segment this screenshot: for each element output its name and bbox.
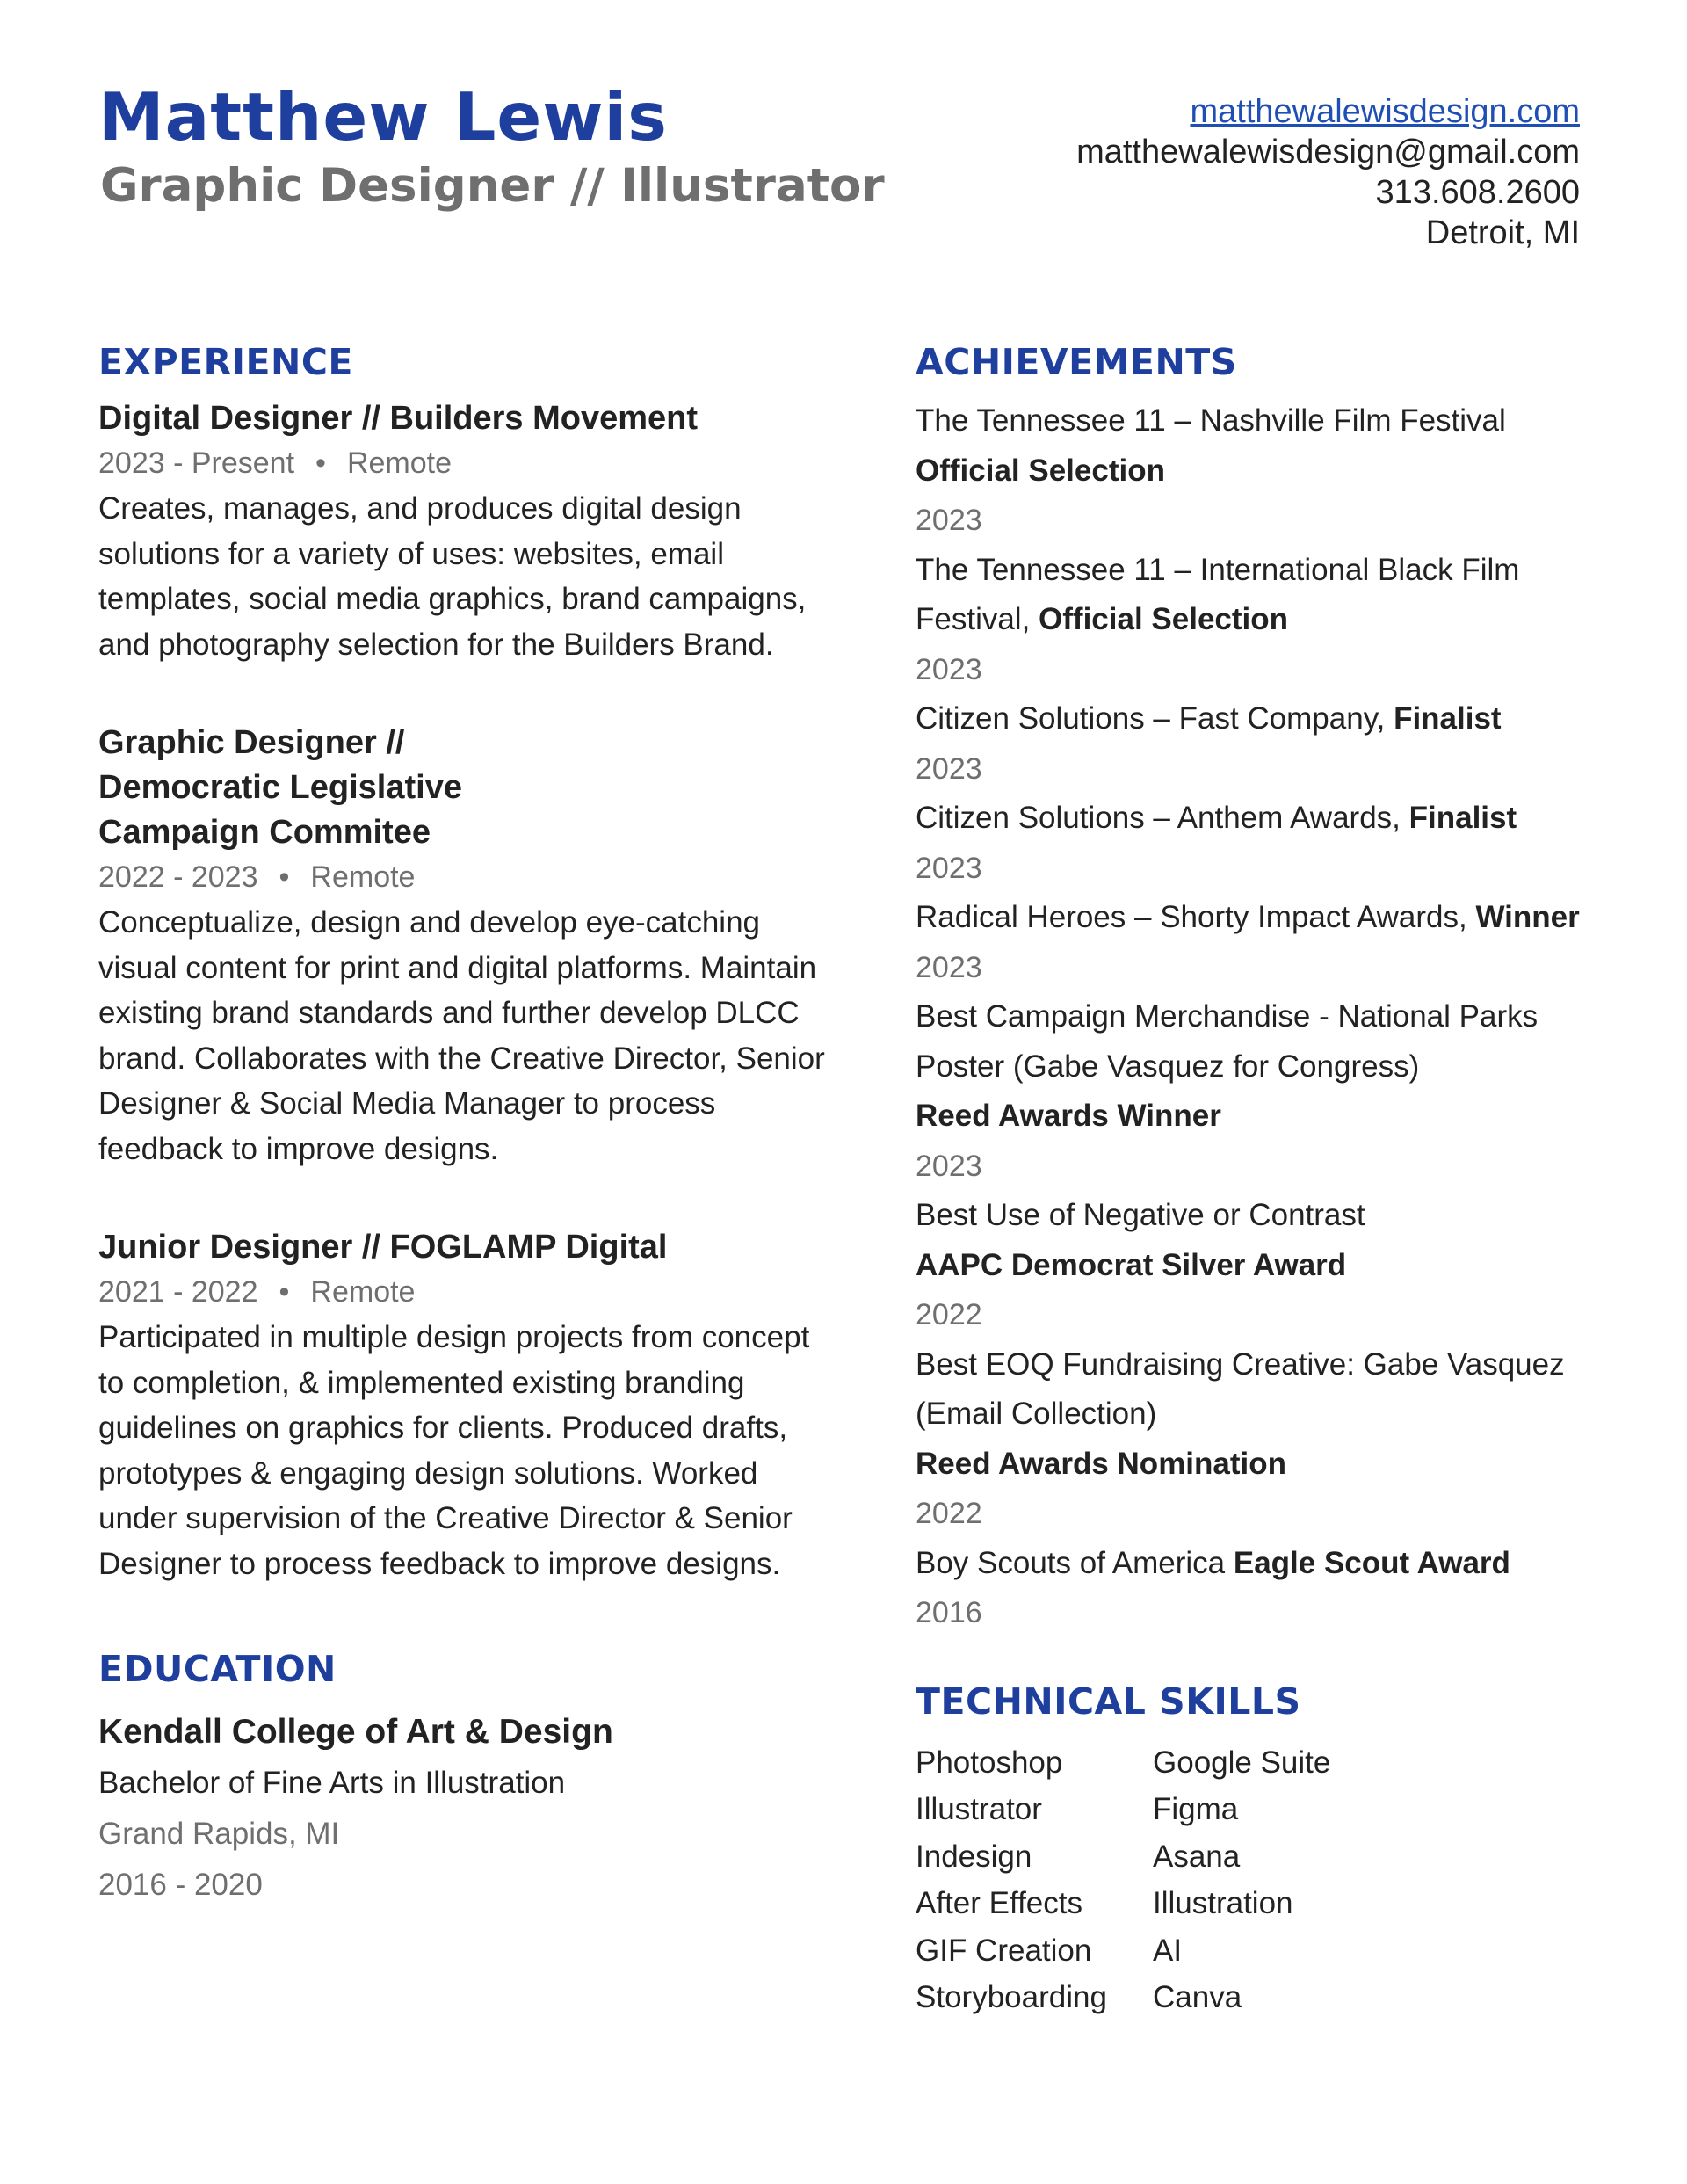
job-location: Remote: [310, 860, 416, 894]
skill-item: Illustration: [1153, 1886, 1293, 1920]
achievement-text-part: Citizen Solutions – Anthem Awards,: [916, 801, 1401, 835]
job-dates: 2022 - 2023: [98, 860, 258, 894]
achievement-text: Best EOQ Fundraising Creative: Gabe Vasquez (Email Collection): [916, 1346, 1565, 1431]
achievement-text: Best Campaign Merchandise - National Parks Poster (Gabe Vasquez for Congress): [916, 999, 1539, 1084]
education-section: [98, 1643, 836, 1911]
skill-item: After Effects: [916, 1886, 1082, 1920]
resume-name: Matthew Lewis: [98, 78, 668, 156]
achievement-award: Winner: [1475, 900, 1580, 934]
achievement-year: 2023: [916, 851, 982, 885]
job-location: Remote: [310, 1275, 416, 1309]
right-column: [916, 336, 1601, 2021]
achievement-item: [916, 893, 1601, 992]
achievement-year: 2023: [916, 652, 982, 686]
skill-item: GIF Creation: [916, 1933, 1092, 1968]
achievement-year: 2022: [916, 1298, 982, 1331]
job-dates: 2021 - 2022: [98, 1275, 258, 1309]
achievement-text-part: Radical Heroes – Shorty Impact Awards,: [916, 900, 1467, 934]
achievement-text: [916, 893, 1601, 943]
achievement-year: 2023: [916, 751, 982, 786]
achievements-heading: ACHIEVEMENTS: [916, 341, 1237, 383]
left-column: [98, 336, 836, 1911]
achievement-text-part: The Tennessee 11 – International Black Film Festival,: [916, 552, 1520, 636]
skill-item: Indesign: [916, 1839, 1032, 1874]
achievements-list: [916, 396, 1601, 1638]
job-entry: [98, 396, 836, 667]
bullet-separator: •: [279, 860, 290, 894]
achievement-text: Best Use of Negative or Contrast: [916, 1198, 1365, 1232]
achievement-year: 2023: [916, 950, 982, 984]
job-meta: [98, 855, 836, 900]
website-link[interactable]: matthewalewisdesign.com: [1190, 93, 1580, 130]
achievement-award: Official Selection: [916, 453, 1165, 488]
skills-section: [916, 1675, 1601, 2021]
achievement-award: Eagle Scout Award: [1233, 1545, 1510, 1580]
achievement-year: 2022: [916, 1497, 982, 1530]
job-meta: [98, 441, 836, 486]
education-heading: EDUCATION: [98, 1648, 337, 1690]
achievement-item: [916, 992, 1601, 1191]
bullet-separator: •: [315, 446, 326, 480]
skill-item: Photoshop: [916, 1745, 1063, 1780]
achievement-item: [916, 1191, 1601, 1340]
contact-block: [1076, 91, 1580, 253]
job-location: Remote: [346, 446, 452, 480]
job-entry: [98, 1225, 836, 1586]
achievement-text: The Tennessee 11 – Nashville Film Festival: [916, 403, 1506, 438]
achievement-text: [916, 694, 1601, 744]
achievement-award: Reed Awards Nomination: [916, 1446, 1287, 1481]
achievement-award: Reed Awards Winner: [916, 1099, 1221, 1133]
experience-heading: EXPERIENCE: [98, 341, 353, 383]
achievement-item: [916, 396, 1601, 546]
achievement-text-part: Boy Scouts of America: [916, 1545, 1226, 1580]
achievement-item: [916, 694, 1601, 794]
skill-item: Google Suite: [1153, 1745, 1331, 1780]
email-text: matthewalewisdesign@gmail.com: [1076, 134, 1580, 171]
job-title: Digital Designer // Builders Movement: [98, 400, 699, 437]
education-location: Grand Rapids, MI: [98, 1817, 340, 1851]
job-dates: 2023 - Present: [98, 446, 295, 480]
skills-grid: [916, 1739, 1601, 2021]
skill-item: Figma: [1153, 1792, 1239, 1826]
resume-tagline: Graphic Designer // Illustrator: [100, 159, 885, 213]
achievement-item: [916, 794, 1601, 893]
job-description: Conceptualize, design and develop eye-catching visual content for print and digital platforms. Maintain existing brand standards and further develop DLCC brand. Collaborates with the Creative Director, Senior Designer & Social Media Manager to process feedback to improve designs.: [98, 905, 825, 1166]
achievement-text: [916, 794, 1601, 844]
job-title: Graphic Designer // Democratic Legislative Campaign Commitee: [98, 724, 462, 851]
achievement-text: [916, 1539, 1601, 1589]
achievement-year: 2023: [916, 1149, 982, 1183]
education-school: Kendall College of Art & Design: [98, 1713, 613, 1751]
skill-item: Asana: [1153, 1839, 1241, 1874]
achievement-year: 2023: [916, 504, 982, 537]
achievement-text: [916, 546, 1601, 645]
achievement-text-part: Citizen Solutions – Fast Company,: [916, 701, 1386, 736]
location-text: Detroit, MI: [1425, 214, 1580, 251]
job-description: Participated in multiple design projects from concept to completion, & implemented existing branding guidelines on graphics for clients. Produced drafts, prototypes & engaging design solutions. Worked under supervision of the Creative Director & Senior Designer to process feedback to improve designs.: [98, 1320, 810, 1581]
achievement-award: Finalist: [1408, 801, 1517, 835]
education-dates: 2016 - 2020: [98, 1868, 263, 1902]
skill-item: AI: [1153, 1933, 1183, 1968]
job-entry: [98, 721, 836, 1172]
job-title: Junior Designer // FOGLAMP Digital: [98, 1229, 668, 1266]
skill-item: Canva: [1153, 1980, 1242, 2014]
phone-text: 313.608.2600: [1375, 174, 1580, 211]
job-meta: [98, 1270, 836, 1315]
skill-item: Storyboarding: [916, 1980, 1107, 2014]
achievement-item: [916, 546, 1601, 695]
skills-heading: TECHNICAL SKILLS: [916, 1680, 1301, 1723]
bullet-separator: •: [279, 1275, 290, 1309]
achievement-award: Official Selection: [1039, 602, 1289, 636]
skill-item: Illustrator: [916, 1792, 1042, 1826]
education-degree: Bachelor of Fine Arts in Illustration: [98, 1766, 566, 1800]
achievement-award: AAPC Democrat Silver Award: [916, 1247, 1347, 1282]
achievement-item: [916, 1340, 1601, 1539]
achievement-item: [916, 1539, 1601, 1638]
achievement-award: Finalist: [1394, 701, 1502, 736]
job-description: Creates, manages, and produces digital design solutions for a variety of uses: websites, email templates, social media graphics, brand campaigns, and photography selection for the Builders Brand.: [98, 491, 807, 662]
achievement-year: 2016: [916, 1596, 982, 1629]
